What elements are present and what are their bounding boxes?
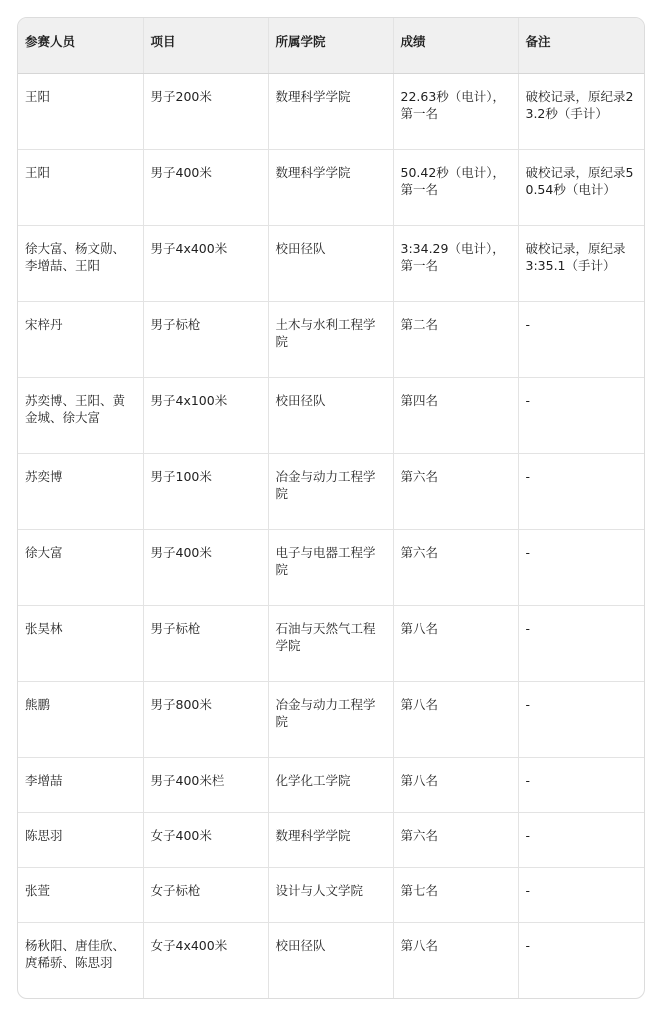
cell-participants: 宋梓丹 [18,301,143,377]
cell-remarks: - [518,681,644,757]
cell-participants: 张昊林 [18,605,143,681]
cell-event: 男子800米 [143,681,268,757]
table-row [18,867,644,922]
cell-remarks: - [518,453,644,529]
header-participants: 参赛人员 [18,18,143,73]
cell-remarks: - [518,757,644,812]
table-row [18,149,644,225]
cell-event: 男子200米 [143,73,268,149]
table-row [18,681,644,757]
cell-result: 第六名 [393,453,518,529]
cell-event: 男子4x400米 [143,225,268,301]
cell-remarks: - [525,937,531,953]
cell-college: 电子与电器工程学院 [268,529,393,605]
cell-participants: 徐大富 [18,529,143,605]
cell-event: 男子100米 [143,453,268,529]
cell-college: 校田径队 [268,225,393,301]
cell-participants: 苏奕博 [18,453,143,529]
cell-event: 女子400米 [143,812,268,867]
cell-result: 22.63秒（电计），第一名 [393,73,518,149]
cell-event: 男子4x100米 [143,377,268,453]
cell-event: 女子标枪 [143,867,268,922]
cell-result: 3:34.29（电计），第一名 [393,225,518,301]
cell-result: 第八名 [393,605,518,681]
cell-event: 男子400米 [143,529,268,605]
cell-participants: 李增喆 [18,757,143,812]
cell-result: 第八名 [393,922,518,998]
cell-college: 化学化工学院 [268,757,393,812]
cell-college: 石油与天然气工程学院 [268,605,393,681]
cell-remarks: 破校记录，原纪录50.54秒（电计） [518,149,644,225]
table-row [18,757,644,812]
cell-college: 冶金与动力工程学院 [268,453,393,529]
cell-remarks: - [518,605,644,681]
cell-result: 第七名 [393,867,518,922]
table-row [18,73,644,149]
cell-result: 第六名 [393,529,518,605]
cell-result: 第二名 [393,301,518,377]
cell-participants: 徐大富、杨文勋、李增喆、王阳 [18,225,143,301]
cell-remarks: - [518,301,644,377]
cell-college: 校田径队 [268,922,393,998]
results-table-container [17,17,645,999]
cell-participants: 王阳 [18,73,143,149]
cell-participants: 熊鹏 [18,681,143,757]
cell-remarks: - [518,812,644,867]
cell-participants: 杨秋阳、唐佳欣、庹稀骄、陈思羽 [18,922,143,998]
header-result: 成绩 [393,18,518,73]
table-row [18,922,644,998]
cell-participants: 张萱 [18,867,143,922]
cell-college: 数理科学学院 [268,149,393,225]
table-row [18,605,644,681]
header-remarks: 备注 [518,18,644,73]
cell-participants: 陈思羽 [18,812,143,867]
cell-college: 校田径队 [268,377,393,453]
cell-event: 男子标枪 [143,605,268,681]
table-row [18,377,644,453]
cell-college: 土木与水利工程学院 [268,301,393,377]
header-college: 所属学院 [268,18,393,73]
cell-result: 第八名 [393,681,518,757]
cell-remarks: - [518,377,644,453]
table-row [18,301,644,377]
cell-result: 50.42秒（电计），第一名 [393,149,518,225]
cell-participants: 苏奕博、王阳、黄金城、徐大富 [18,377,143,453]
cell-result: 第八名 [393,757,518,812]
cell-event: 女子4x400米 [143,922,268,998]
cell-remarks: 破校记录，原纪录3:35.1（手计） [518,225,644,301]
results-table [18,18,644,998]
table-row [18,225,644,301]
header-event: 项目 [143,18,268,73]
cell-college: 冶金与动力工程学院 [268,681,393,757]
table-header-row [18,18,644,73]
cell-remarks: - [518,867,644,922]
cell-event: 男子400米栏 [143,757,268,812]
cell-participants: 王阳 [18,149,143,225]
cell-remarks: - [518,529,644,605]
table-row [18,812,644,867]
cell-result: 第六名 [393,812,518,867]
cell-remarks: 破校记录，原纪录23.2秒（手计） [518,73,644,149]
cell-event: 男子标枪 [143,301,268,377]
cell-college: 数理科学学院 [268,73,393,149]
cell-event: 男子400米 [143,149,268,225]
cell-college: 设计与人文学院 [268,867,393,922]
cell-college: 数理科学学院 [268,812,393,867]
cell-result: 第四名 [393,377,518,453]
table-row [18,453,644,529]
table-row [18,529,644,605]
